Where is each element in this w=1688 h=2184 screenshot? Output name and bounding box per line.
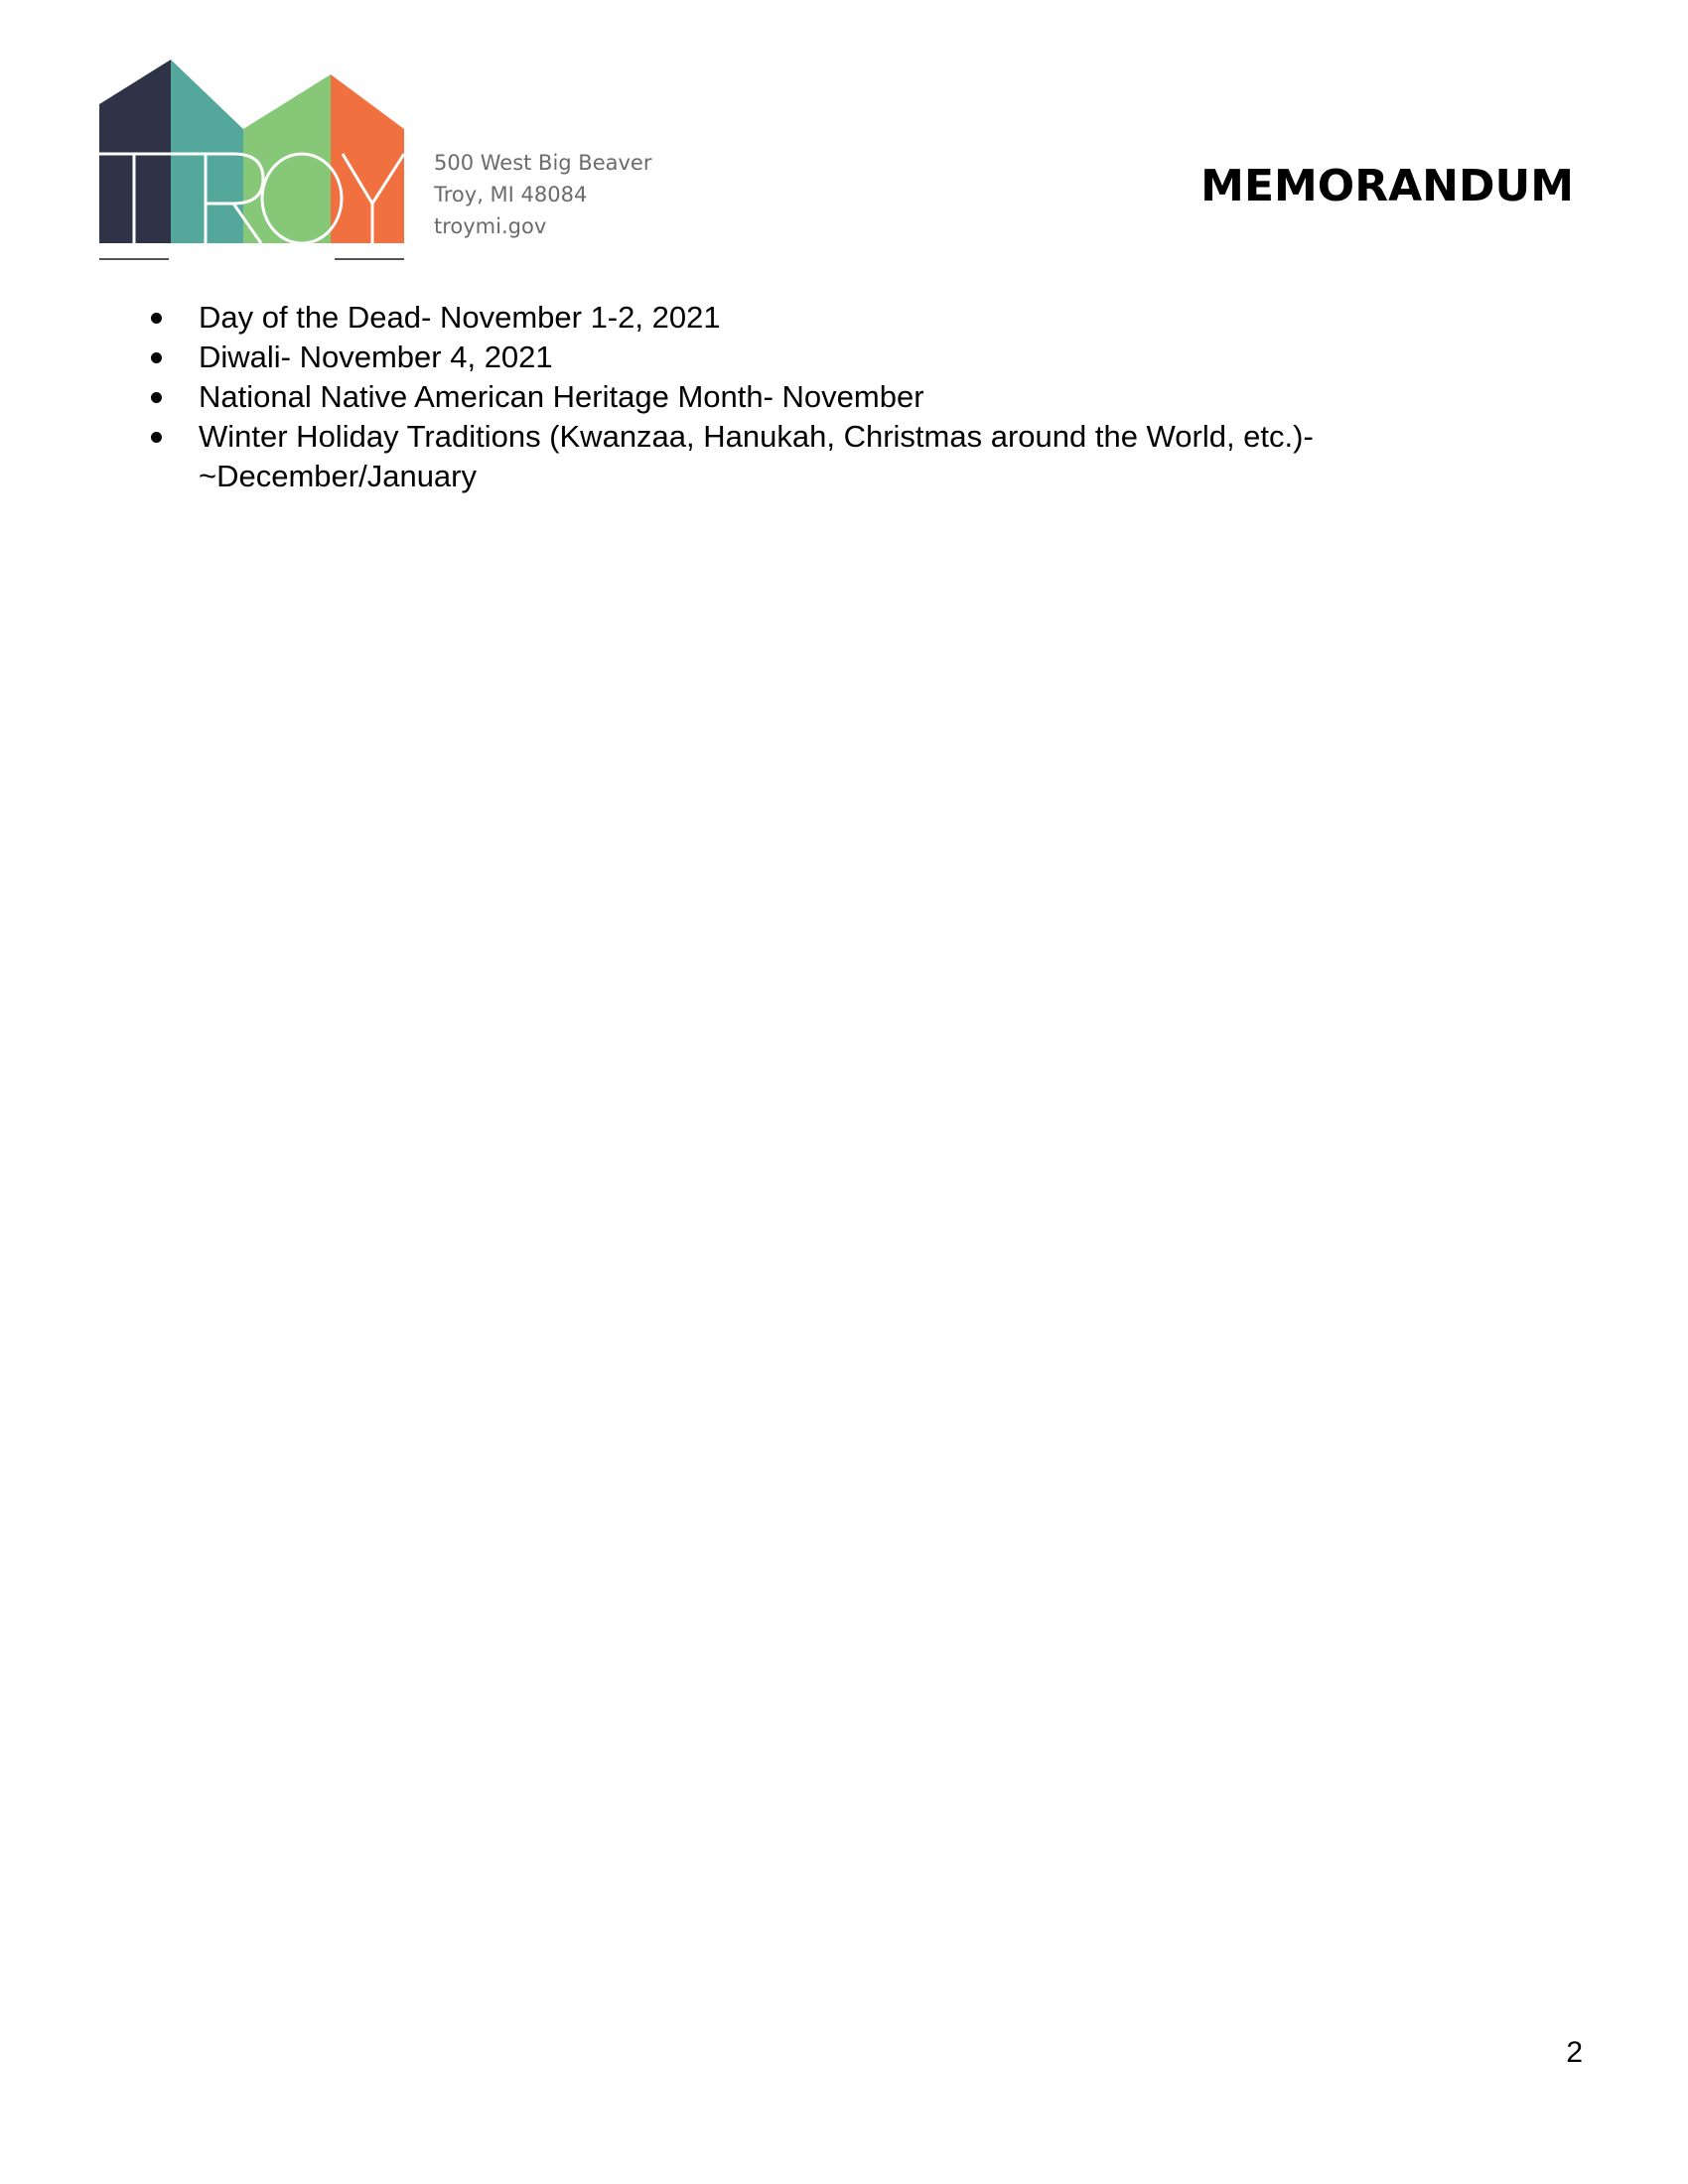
list-item-text: Day of the Dead- November 1-2, 2021	[199, 300, 721, 335]
bullet-icon	[151, 352, 162, 363]
bullet-icon	[151, 432, 162, 443]
address-website: troymi.gov	[434, 214, 547, 238]
list-item	[149, 338, 1440, 377]
address-block	[434, 147, 652, 242]
list-item-text: Diwali- November 4, 2021	[199, 340, 553, 374]
troy-michigan-logo	[94, 55, 417, 278]
page-number: 2	[1566, 2036, 1583, 2069]
list-item	[149, 377, 1440, 417]
address-city: Troy, MI 48084	[434, 183, 588, 206]
bullet-icon	[151, 392, 162, 403]
bullet-icon	[151, 313, 162, 324]
list-item-text: National Native American Heritage Month- November	[199, 379, 924, 414]
list-item	[149, 298, 1440, 338]
list-item	[149, 417, 1440, 496]
bullet-list	[149, 298, 1440, 496]
list-item-text: Winter Holiday Traditions (Kwanzaa, Hanukah, Christmas around the World, etc.)- ~December/January	[199, 419, 1314, 493]
address-street: 500 West Big Beaver	[434, 151, 652, 175]
memo-title: MEMORANDUM	[1200, 161, 1574, 211]
